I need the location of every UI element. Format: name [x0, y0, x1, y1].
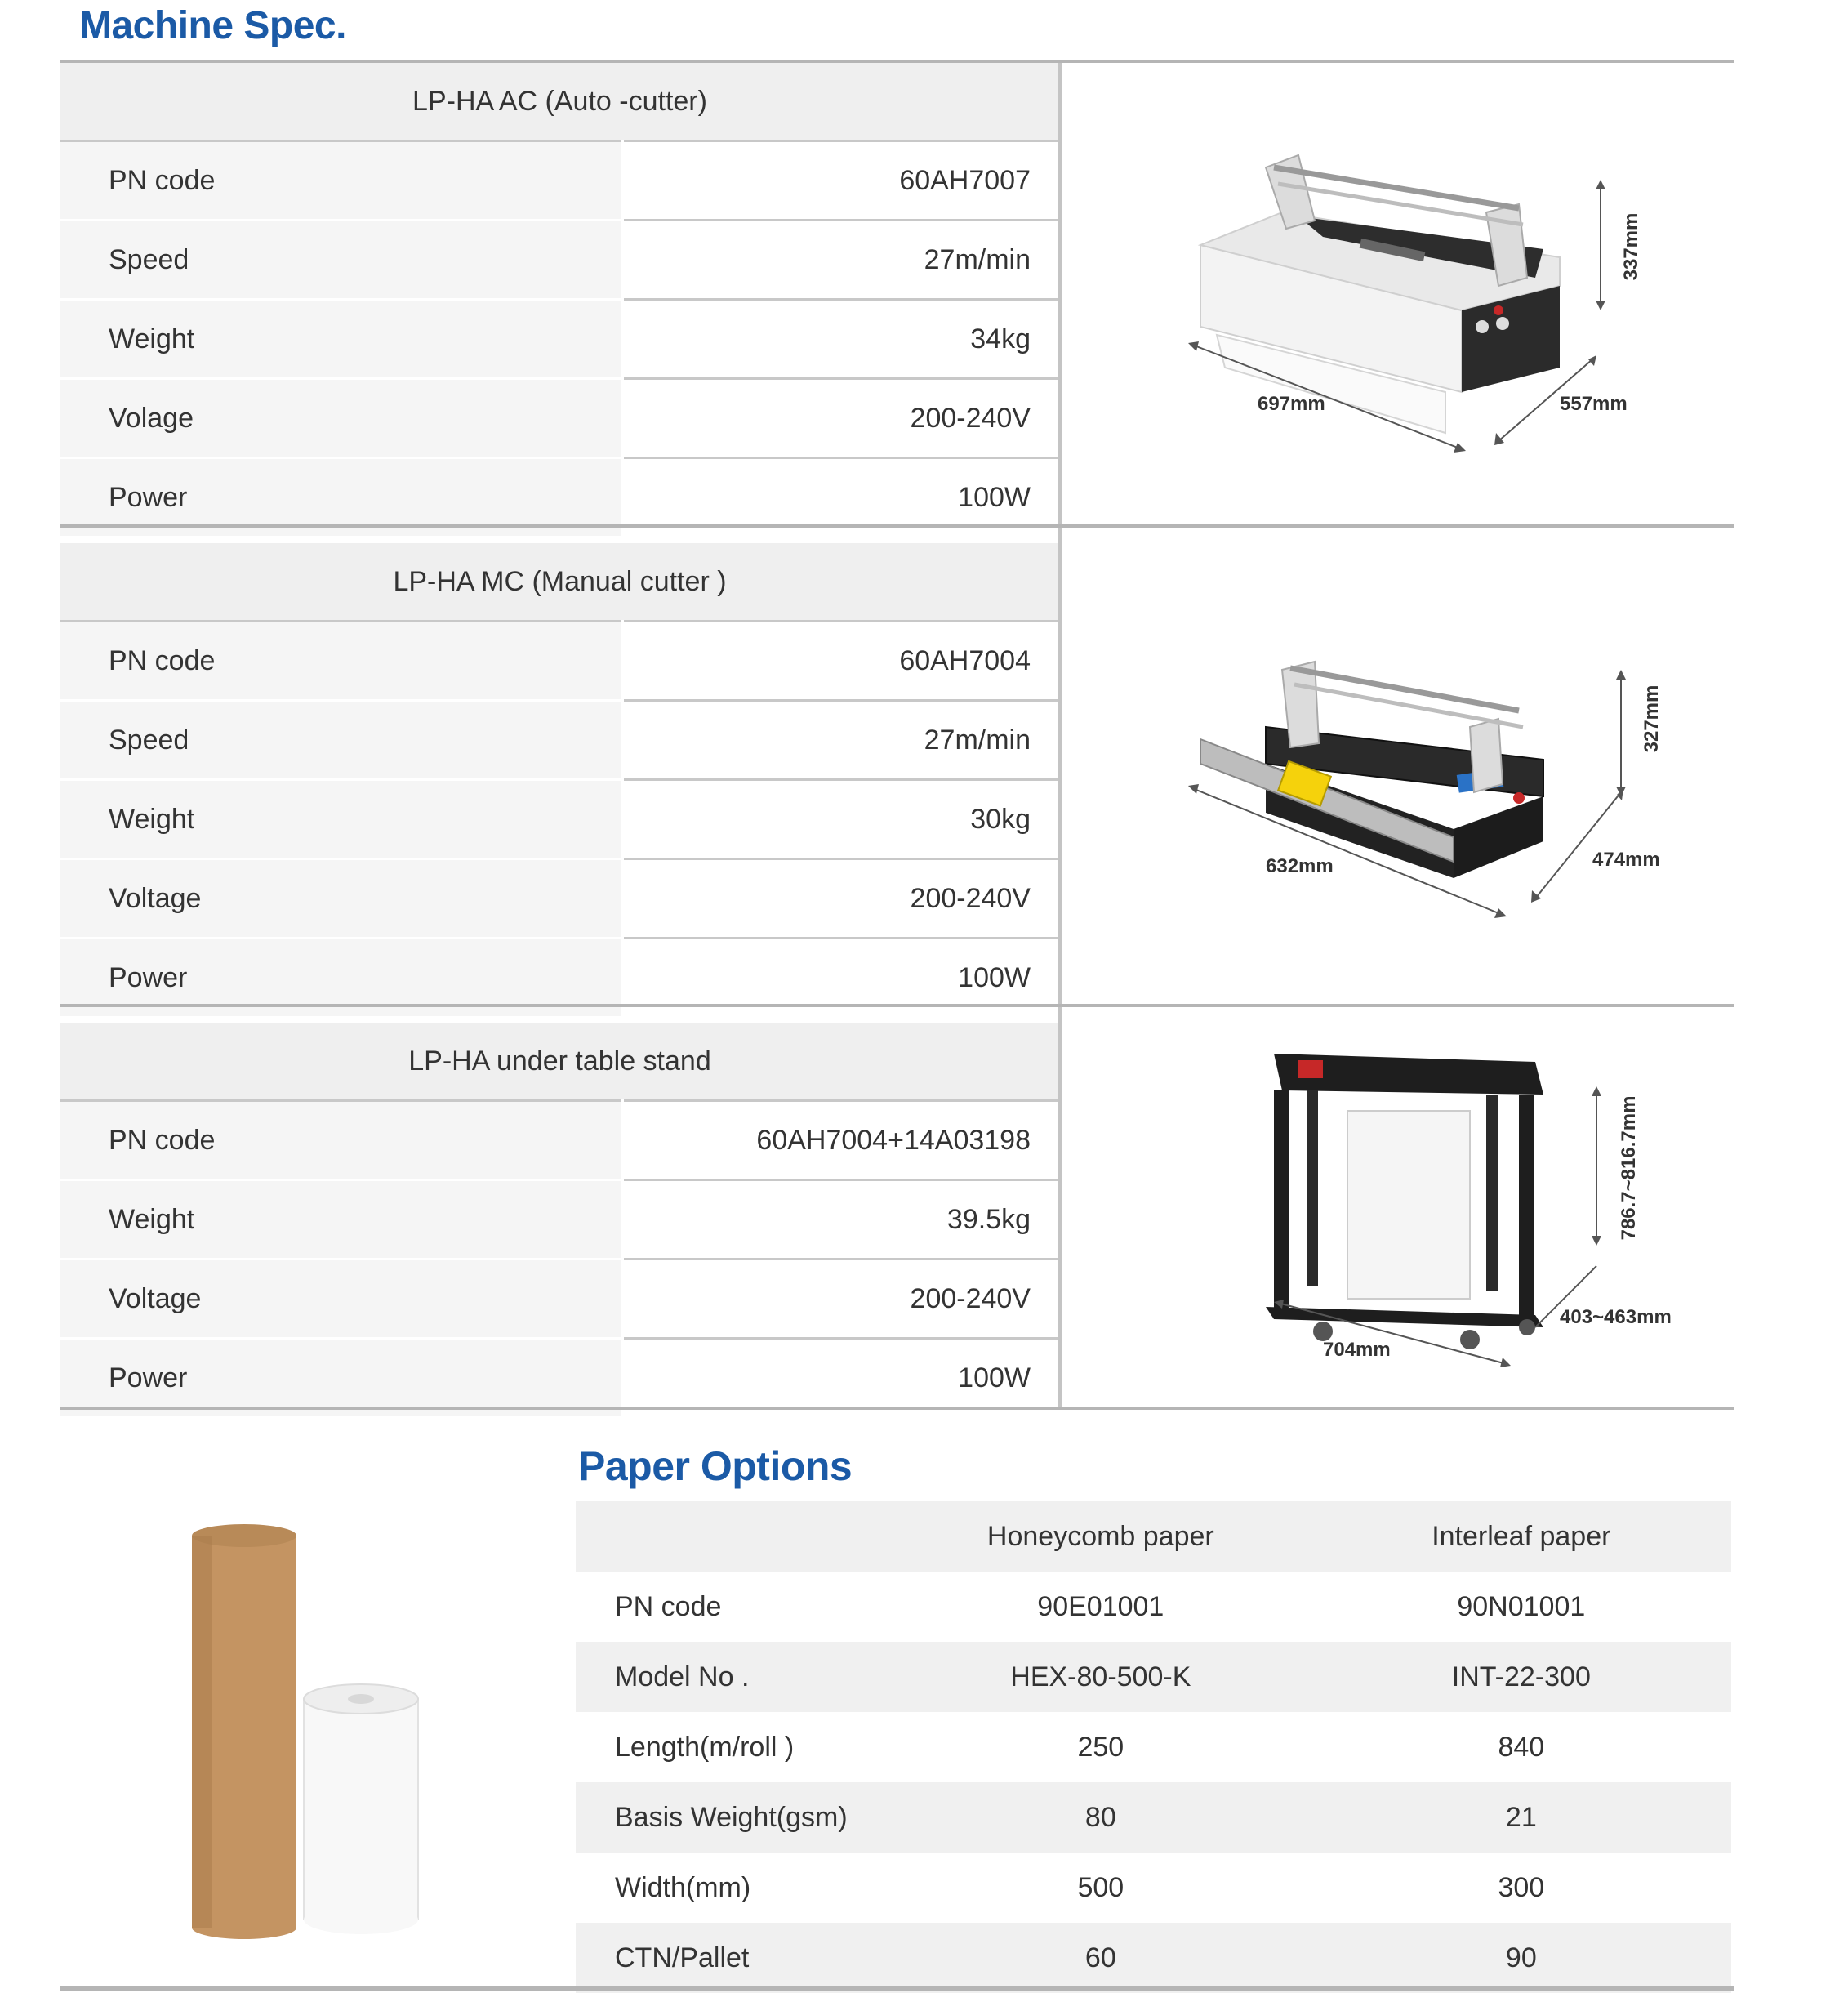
- table-row: [60, 622, 1060, 701]
- section-divider: [60, 524, 1734, 528]
- row-label: Length(m/roll ): [615, 1731, 795, 1763]
- row-label: Voltage: [60, 1260, 622, 1339]
- row-label: Power: [60, 939, 622, 1017]
- paper-options-title: Paper Options: [578, 1443, 853, 1489]
- column-header: Honeycomb paper: [890, 1501, 1311, 1572]
- column-header: Interleaf paper: [1311, 1501, 1731, 1572]
- row-value: 39.5kg: [622, 1180, 1060, 1260]
- paper-rolls-icon: [180, 1519, 441, 1944]
- table-row: [576, 1642, 1731, 1712]
- row-label: Speed: [60, 221, 622, 300]
- row-value: 100W: [622, 1339, 1060, 1417]
- row-value: 200-240V: [622, 859, 1060, 939]
- row-value: 27m/min: [622, 701, 1060, 780]
- product-name: LP-HA MC (Manual cutter ): [60, 543, 1060, 622]
- interleaf-value: 90: [1311, 1923, 1731, 1993]
- row-label: Power: [60, 1339, 622, 1417]
- row-label: Weight: [60, 300, 622, 379]
- interleaf-value: 840: [1498, 1731, 1545, 1763]
- table-row: [60, 1180, 1060, 1260]
- table-row: [576, 1572, 1731, 1642]
- section-divider: [60, 1407, 1734, 1410]
- row-label: PN code: [60, 1101, 622, 1180]
- row-value: 60AH7004: [622, 622, 1060, 701]
- row-label: Basis Weight(gsm): [576, 1782, 890, 1853]
- column-header: [576, 1501, 890, 1572]
- paper-options-table: [576, 1501, 1731, 1993]
- length-dimension: 632mm: [1266, 855, 1334, 877]
- honeycomb-value: 90E01001: [1037, 1590, 1164, 1622]
- table-row: [576, 1782, 1731, 1853]
- length-dimension: 704mm: [1323, 1339, 1391, 1361]
- row-value: 30kg: [622, 780, 1060, 859]
- product-name: LP-HA under table stand: [60, 1023, 1060, 1101]
- table-row: [60, 1339, 1060, 1417]
- row-value: 27m/min: [622, 221, 1060, 300]
- table-row: [576, 1853, 1731, 1923]
- row-label: Power: [60, 458, 622, 537]
- section-divider: [60, 1004, 1734, 1007]
- row-value: 200-240V: [622, 1260, 1060, 1339]
- table-row: [576, 1923, 1731, 1993]
- interleaf-value: 90N01001: [1457, 1590, 1586, 1622]
- depth-dimension: 557mm: [1560, 393, 1628, 415]
- table-row: [60, 701, 1060, 780]
- height-dimension: 337mm: [1620, 212, 1642, 281]
- interleaf-value: INT-22-300: [1311, 1642, 1731, 1712]
- row-value: 60AH7007: [622, 141, 1060, 221]
- row-label: Model No .: [576, 1642, 890, 1712]
- manual-cutter-machine-icon: [1176, 596, 1666, 939]
- honeycomb-value: HEX-80-500-K: [890, 1642, 1311, 1712]
- row-label: Volage: [60, 379, 622, 458]
- table-row: [60, 141, 1060, 221]
- machine-spec-title: Machine Spec.: [79, 4, 346, 47]
- honeycomb-value: 250: [1077, 1731, 1124, 1763]
- depth-dimension: 403~463mm: [1560, 1306, 1672, 1328]
- length-dimension: 697mm: [1258, 393, 1325, 415]
- table-row: [60, 859, 1060, 939]
- row-label: PN code: [60, 141, 622, 221]
- spec-table-auto-cutter: [60, 63, 1060, 536]
- row-value: 60AH7004+14A03198: [622, 1101, 1060, 1180]
- table-row: [60, 300, 1060, 379]
- table-row: [60, 780, 1060, 859]
- row-label: Weight: [60, 1180, 622, 1260]
- table-row: [60, 1101, 1060, 1180]
- row-label: Width(mm): [615, 1871, 751, 1903]
- row-label: Speed: [60, 701, 622, 780]
- row-label: PN code: [615, 1590, 722, 1622]
- table-row: [60, 221, 1060, 300]
- spec-table-table-stand: [60, 1023, 1060, 1416]
- column-divider: [1058, 63, 1062, 524]
- row-value: 200-240V: [622, 379, 1060, 458]
- spec-table-manual-cutter: [60, 543, 1060, 1016]
- table-row: [576, 1712, 1731, 1782]
- honeycomb-value: 500: [1077, 1871, 1124, 1903]
- height-dimension: 327mm: [1641, 684, 1663, 753]
- table-stand-machine-icon: [1249, 1046, 1707, 1389]
- honeycomb-value: 60: [890, 1923, 1311, 1993]
- column-divider: [1058, 1007, 1062, 1407]
- row-label: Voltage: [60, 859, 622, 939]
- column-divider: [1058, 528, 1062, 1004]
- product-name: LP-HA AC (Auto -cutter): [60, 63, 1060, 141]
- table-row: [60, 1260, 1060, 1339]
- row-label: PN code: [60, 622, 622, 701]
- table-row: [60, 379, 1060, 458]
- height-dimension: 786.7~816.7mm: [1618, 1095, 1640, 1241]
- row-label: Weight: [60, 780, 622, 859]
- bottom-divider: [60, 1986, 1734, 1991]
- honeycomb-value: 80: [890, 1782, 1311, 1853]
- row-value: 100W: [622, 939, 1060, 1017]
- interleaf-value: 300: [1498, 1871, 1545, 1903]
- depth-dimension: 474mm: [1592, 849, 1660, 871]
- table-header-row: [576, 1501, 1731, 1572]
- row-value: 100W: [622, 458, 1060, 537]
- interleaf-value: 21: [1311, 1782, 1731, 1853]
- row-value: 34kg: [622, 300, 1060, 379]
- row-label: CTN/Pallet: [576, 1923, 890, 1993]
- auto-cutter-machine-icon: [1176, 123, 1666, 466]
